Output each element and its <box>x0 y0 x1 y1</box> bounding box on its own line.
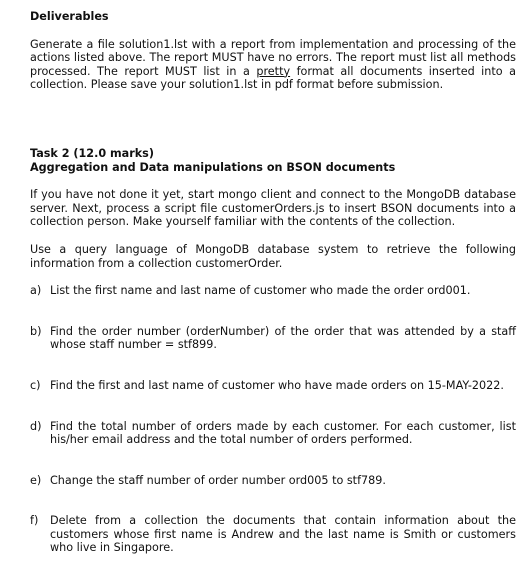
task-item-e <box>30 474 516 488</box>
task-item-a <box>30 284 516 298</box>
item-marker: c) <box>30 378 41 392</box>
item-text: Delete from a collection the documents that contain information about the customers whose first name is Andrew and the last name is Smith or customers who live in Singapore. <box>50 514 516 555</box>
deliverables-heading: Deliverables <box>30 10 109 23</box>
task-item-f <box>30 514 516 555</box>
deliverables-text-before: Generate a file solution1.lst with a report from implementation and processing of the actions listed above. The report MUST have no errors. The report must list all methods processed. The report MUST list in a <box>30 37 516 78</box>
item-marker: d) <box>30 419 42 433</box>
task-query-intro: Use a query language of MongoDB database system to retrieve the following information from a collection customerOrder. <box>30 242 516 270</box>
task-item-b <box>30 325 516 352</box>
deliverables-underlined-word: pretty <box>256 64 291 78</box>
item-marker: f) <box>30 514 39 528</box>
task-item-c <box>30 379 516 393</box>
task-intro: If you have not done it yet, start mongo client and connect to the MongoDB database server. Next, process a script file customerOrders.js to insert BSON documents into a collection person. Make yourself familiar with the contents of the collection. <box>30 188 516 229</box>
task-title: Task 2 (12.0 marks) <box>30 146 154 160</box>
item-marker: e) <box>30 473 42 487</box>
item-marker: b) <box>30 324 42 338</box>
item-text: Find the order number (orderNumber) of the order that was attended by a staff whose staff number = stf899. <box>50 324 516 352</box>
item-text: Change the staff number of order number ord005 to stf789. <box>50 473 386 487</box>
document-page <box>30 10 516 555</box>
deliverables-text-after: format all documents inserted into a collection. Please save your solution1.lst in pdf format before submission. <box>30 64 516 92</box>
item-text: Find the total number of orders made by each customer. For each customer, list his/her email address and the total number of orders performed. <box>50 419 516 447</box>
item-marker: a) <box>30 284 42 298</box>
task-item-d <box>30 420 516 447</box>
item-text: Find the first and last name of customer who have made orders on 15-MAY-2022. <box>50 378 504 392</box>
deliverables-paragraph <box>30 38 516 92</box>
task-subtitle: Aggregation and Data manipulations on BSON documents <box>30 160 396 174</box>
item-text: List the first name and last name of customer who made the order ord001. <box>50 284 471 298</box>
